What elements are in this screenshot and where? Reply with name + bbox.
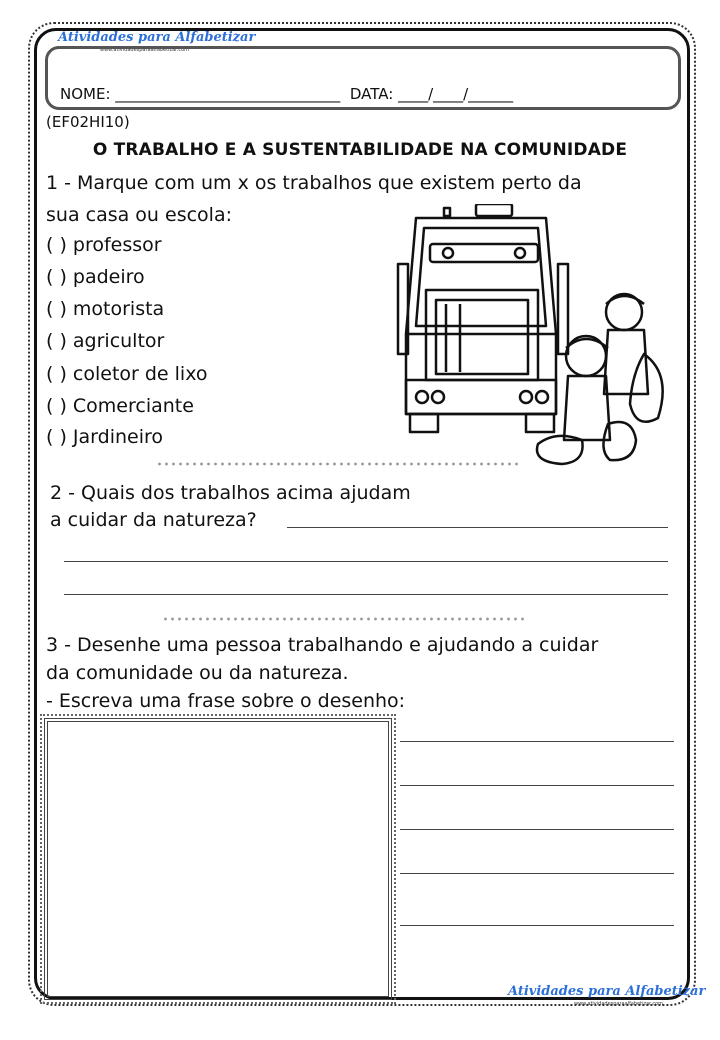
option-padeiro[interactable]: ( ) padeiro: [46, 266, 145, 288]
sentence-line-1[interactable]: [400, 741, 674, 742]
sentence-line-5[interactable]: [400, 925, 674, 926]
question-2-line-2: a cuidar da natureza?: [50, 509, 257, 531]
top-logo-text: Atividades para Alfabetizar: [58, 30, 256, 45]
top-logo-url: www.atividadesparaalfabetizar.com: [100, 47, 190, 53]
option-professor[interactable]: ( ) professor: [46, 234, 162, 256]
option-coletor-de-lixo[interactable]: ( ) coletor de lixo: [46, 363, 208, 385]
answer-line-2c[interactable]: [64, 594, 668, 595]
page-title: O TRABALHO E A SUSTENTABILIDADE NA COMUNIDADE: [92, 140, 628, 160]
name-label: NOME:: [60, 85, 111, 103]
option-agricultor[interactable]: ( ) agricultor: [46, 330, 165, 352]
garbage-truck-illustration: [386, 204, 678, 466]
question-2-line-1: 2 - Quais dos trabalhos acima ajudam: [50, 482, 411, 504]
bottom-logo-url: www.atividadesparaalfabetizar.com: [574, 1001, 664, 1007]
sentence-line-4[interactable]: [400, 873, 674, 874]
answer-line-2b[interactable]: [64, 561, 668, 562]
option-comerciante[interactable]: ( ) Comerciante: [46, 395, 194, 417]
date-field[interactable]: ____/____/______: [398, 85, 514, 103]
question-3-line-3: - Escreva uma frase sobre o desenho:: [46, 690, 406, 712]
date-label: DATA:: [349, 85, 394, 103]
answer-line-2a[interactable]: [287, 527, 668, 528]
question-3-line-1: 3 - Desenhe uma pessoa trabalhando e ajudando a cuidar: [46, 634, 599, 656]
sentence-line-3[interactable]: [400, 829, 674, 830]
top-logo: [58, 30, 255, 45]
question-1-line-1: 1 - Marque com um x os trabalhos que existem perto da: [46, 172, 582, 194]
drawing-box[interactable]: [44, 718, 392, 1000]
name-date-line: [60, 85, 513, 103]
question-1-line-2: sua casa ou escola:: [46, 204, 232, 226]
bottom-logo-text: Atividades para Alfabetizar: [508, 984, 706, 999]
question-3-line-2: da comunidade ou da natureza.: [46, 662, 349, 684]
sentence-line-2[interactable]: [400, 785, 674, 786]
option-motorista[interactable]: ( ) motorista: [46, 298, 165, 320]
section-divider-2: [162, 614, 526, 624]
curriculum-code: (EF02HI10): [46, 113, 130, 131]
name-field[interactable]: ______________________________: [115, 85, 341, 103]
bottom-logo: [508, 984, 705, 999]
option-jardineiro[interactable]: ( ) Jardineiro: [46, 426, 163, 448]
section-divider-1: [156, 459, 520, 469]
